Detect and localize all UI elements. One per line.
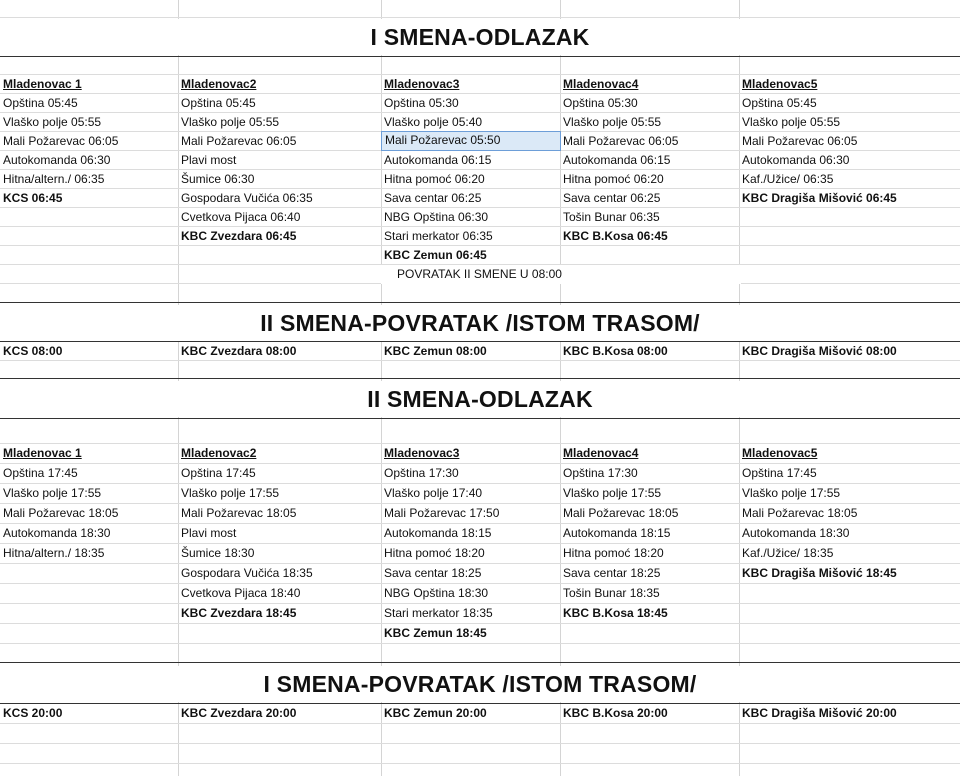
stop-cell[interactable]: Vlaško polje 17:55 (742, 486, 841, 500)
return-cell[interactable]: KBC B.Kosa 20:00 (563, 706, 668, 720)
stop-cell[interactable]: Kaf./Užice/ 06:35 (742, 172, 834, 186)
stop-cell[interactable]: Opština 05:45 (742, 96, 817, 110)
return-cell[interactable]: KBC Dragiša Mišović 20:00 (742, 706, 897, 720)
destination-cell[interactable]: KBC Dragiša Mišović 18:45 (742, 566, 897, 580)
section-title-odlazak-2: II SMENA-ODLAZAK (0, 381, 960, 417)
stop-cell[interactable]: Autokomanda 06:30 (3, 153, 111, 167)
stop-cell[interactable]: Mali Požarevac 18:05 (181, 506, 297, 520)
route-header[interactable]: Mladenovac 1 (3, 446, 82, 460)
route-header[interactable]: Mladenovac2 (181, 77, 257, 91)
stop-cell[interactable]: Šumice 06:30 (181, 172, 255, 186)
stop-cell[interactable]: NBG Opština 18:30 (384, 586, 489, 600)
stop-cell[interactable]: Kaf./Užice/ 18:35 (742, 546, 834, 560)
stop-cell[interactable]: Opština 05:30 (563, 96, 638, 110)
stop-cell[interactable]: Mali Požarevac 18:05 (563, 506, 679, 520)
stop-cell[interactable]: Cvetkova Pijaca 18:40 (181, 586, 301, 600)
route-header[interactable]: Mladenovac 1 (3, 77, 82, 91)
stop-cell[interactable]: Autokomanda 06:30 (742, 153, 850, 167)
return-cell[interactable]: KBC Zvezdara 20:00 (181, 706, 297, 720)
stop-cell[interactable]: Vlaško polje 17:55 (3, 486, 102, 500)
stop-cell[interactable]: Autokomanda 18:30 (3, 526, 111, 540)
stop-cell[interactable]: Mali Požarevac 06:05 (742, 134, 858, 148)
stop-cell[interactable]: Autokomanda 18:30 (742, 526, 850, 540)
stop-cell[interactable]: NBG Opština 06:30 (384, 210, 489, 224)
stop-cell[interactable]: Opština 05:45 (181, 96, 256, 110)
stop-cell[interactable]: Autokomanda 06:15 (563, 153, 671, 167)
stop-cell[interactable]: Vlaško polje 05:55 (3, 115, 102, 129)
stop-cell[interactable]: Hitna pomoć 18:20 (384, 546, 485, 560)
stop-cell[interactable]: Opština 17:45 (181, 466, 256, 480)
stop-cell[interactable]: Vlaško polje 05:55 (742, 115, 841, 129)
stop-cell[interactable]: Stari merkator 18:35 (384, 606, 493, 620)
stop-cell[interactable]: Sava centar 06:25 (563, 191, 661, 205)
stop-cell[interactable]: Šumice 18:30 (181, 546, 255, 560)
route-header[interactable]: Mladenovac4 (563, 77, 639, 91)
stop-cell[interactable]: Gospodara Vučića 18:35 (181, 566, 313, 580)
route-header[interactable]: Mladenovac4 (563, 446, 639, 460)
destination-cell[interactable]: KCS 06:45 (3, 191, 63, 205)
return-cell[interactable]: KBC Zvezdara 08:00 (181, 344, 297, 358)
stop-cell[interactable]: Gospodara Vučića 06:35 (181, 191, 313, 205)
destination-cell[interactable]: KBC Dragiša Mišović 06:45 (742, 191, 897, 205)
stop-cell[interactable]: Tošin Bunar 18:35 (563, 586, 660, 600)
route-header[interactable]: Mladenovac3 (384, 446, 460, 460)
stop-cell[interactable]: Hitna/altern./ 18:35 (3, 546, 105, 560)
stop-cell[interactable]: Cvetkova Pijaca 06:40 (181, 210, 301, 224)
stop-cell[interactable]: Stari merkator 06:35 (384, 229, 493, 243)
stop-cell[interactable]: Mali Požarevac 18:05 (3, 506, 119, 520)
route-header[interactable]: Mladenovac3 (384, 77, 460, 91)
stop-cell[interactable]: Sava centar 18:25 (384, 566, 482, 580)
stop-cell[interactable]: Mali Požarevac 17:50 (384, 506, 500, 520)
route-header[interactable]: Mladenovac5 (742, 446, 818, 460)
stop-cell[interactable]: Vlaško polje 17:40 (384, 486, 483, 500)
stop-cell[interactable]: Vlaško polje 05:55 (563, 115, 662, 129)
stop-cell[interactable]: Opština 17:30 (384, 466, 459, 480)
section-title-povratak-2: II SMENA-POVRATAK /ISTOM TRASOM/ (0, 305, 960, 341)
stop-cell[interactable]: Mali Požarevac 06:05 (563, 134, 679, 148)
return-cell[interactable]: KBC Dragiša Mišović 08:00 (742, 344, 897, 358)
stop-cell[interactable]: Opština 17:45 (3, 466, 78, 480)
stop-cell[interactable]: Opština 05:45 (3, 96, 78, 110)
return-cell[interactable]: KCS 08:00 (3, 344, 63, 358)
stop-cell[interactable]: Hitna pomoć 18:20 (563, 546, 664, 560)
stop-cell[interactable]: Opština 17:45 (742, 466, 817, 480)
stop-cell[interactable]: Mali Požarevac 06:05 (3, 134, 119, 148)
stop-cell[interactable]: Autokomanda 06:15 (384, 153, 492, 167)
route-header[interactable]: Mladenovac2 (181, 446, 257, 460)
section-title-odlazak-1: I SMENA-ODLAZAK (0, 19, 960, 55)
stop-cell[interactable]: Mali Požarevac 18:05 (742, 506, 858, 520)
return-cell[interactable]: KCS 20:00 (3, 706, 63, 720)
return-cell[interactable]: KBC Zemun 20:00 (384, 706, 487, 720)
destination-cell[interactable]: KBC Zemun 06:45 (384, 248, 487, 262)
destination-cell[interactable]: KBC Zvezdara 06:45 (181, 229, 297, 243)
stop-cell[interactable]: Plavi most (181, 526, 237, 540)
stop-cell[interactable]: Vlaško polje 17:55 (563, 486, 662, 500)
stop-cell[interactable]: Hitna pomoć 06:20 (384, 172, 485, 186)
stop-cell[interactable]: Sava centar 18:25 (563, 566, 661, 580)
section-title-povratak-1: I SMENA-POVRATAK /ISTOM TRASOM/ (0, 666, 960, 702)
destination-cell[interactable]: KBC Zemun 18:45 (384, 626, 487, 640)
return-note[interactable]: POVRATAK II SMENE U 08:00 (381, 265, 741, 284)
stop-cell[interactable]: Hitna pomoć 06:20 (563, 172, 664, 186)
stop-cell[interactable]: Vlaško polje 05:40 (384, 115, 483, 129)
selected-cell[interactable]: Mali Požarevac 05:50 (381, 131, 561, 151)
stop-cell[interactable]: Vlaško polje 17:55 (181, 486, 280, 500)
stop-cell[interactable]: Opština 17:30 (563, 466, 638, 480)
route-header[interactable]: Mladenovac5 (742, 77, 818, 91)
stop-cell[interactable]: Tošin Bunar 06:35 (563, 210, 660, 224)
destination-cell[interactable]: KBC Zvezdara 18:45 (181, 606, 297, 620)
stop-cell[interactable]: Opština 05:30 (384, 96, 459, 110)
stop-cell[interactable]: Autokomanda 18:15 (384, 526, 492, 540)
destination-cell[interactable]: KBC B.Kosa 06:45 (563, 229, 668, 243)
stop-cell[interactable]: Hitna/altern./ 06:35 (3, 172, 105, 186)
stop-cell[interactable]: Autokomanda 18:15 (563, 526, 671, 540)
stop-cell[interactable]: Sava centar 06:25 (384, 191, 482, 205)
return-cell[interactable]: KBC B.Kosa 08:00 (563, 344, 668, 358)
return-cell[interactable]: KBC Zemun 08:00 (384, 344, 487, 358)
stop-cell[interactable]: Plavi most (181, 153, 237, 167)
destination-cell[interactable]: KBC B.Kosa 18:45 (563, 606, 668, 620)
stop-cell[interactable]: Vlaško polje 05:55 (181, 115, 280, 129)
stop-cell[interactable]: Mali Požarevac 06:05 (181, 134, 297, 148)
